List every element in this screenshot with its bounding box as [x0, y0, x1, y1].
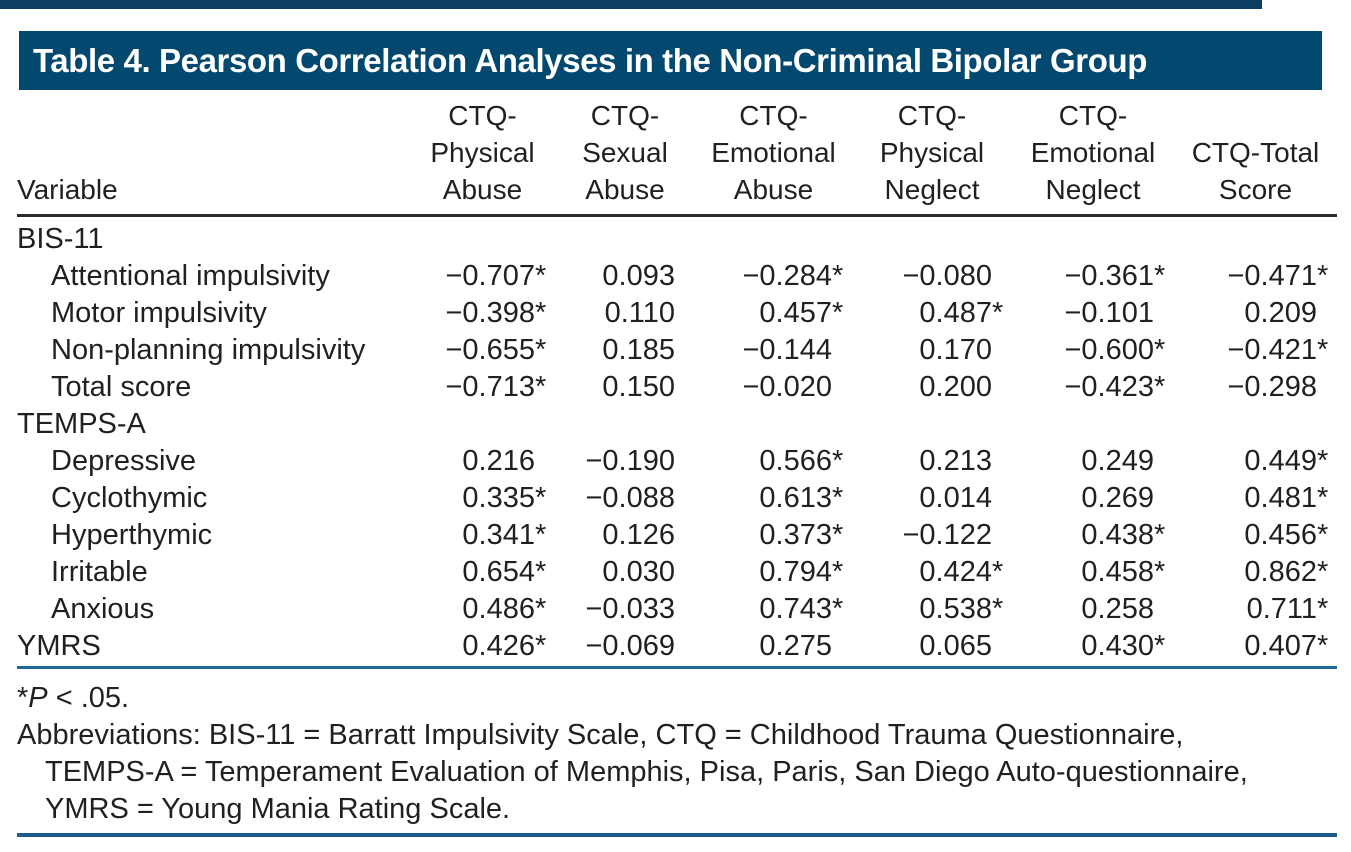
cell-value: −0.020	[742, 371, 832, 403]
cell-value: −0.655*	[445, 334, 547, 366]
table-row	[17, 554, 1337, 591]
row-label: Hyperthymic	[51, 519, 213, 551]
column-header: CTQ-Sexual Abuse	[555, 97, 695, 216]
cell-value: 0.335*	[462, 482, 547, 514]
cell-value: −0.088	[585, 482, 675, 514]
cell-value: 0.213	[919, 445, 992, 477]
table-title: Table 4. Pearson Correlation Analyses in the Non-Criminal Bipolar Group	[33, 41, 1147, 79]
cell-value: 0.269	[1081, 482, 1154, 514]
column-header: CTQ-Emotional Neglect	[1012, 97, 1174, 216]
cell-value: 0.487*	[919, 297, 1004, 329]
significance-threshold: < .05.	[47, 682, 130, 714]
cell-value: 0.613*	[759, 482, 844, 514]
row-label: Total score	[51, 371, 192, 403]
cell-value: −0.069	[585, 630, 675, 662]
cell-value	[1174, 216, 1337, 259]
cell-value: −0.707*	[445, 260, 547, 292]
cell-value: 0.486*	[462, 593, 547, 625]
table-section-row	[17, 406, 1337, 443]
table-row	[17, 332, 1337, 369]
row-label: Depressive	[51, 445, 197, 477]
row-label: TEMPS-A	[17, 408, 146, 440]
row-label: Anxious	[51, 593, 155, 625]
cell-value: −0.190	[585, 445, 675, 477]
column-header: CTQ-Physical Abuse	[410, 97, 555, 216]
table-bottom-rule	[17, 666, 1337, 669]
significance-star: *	[17, 682, 29, 714]
cell-value: 0.373*	[759, 519, 844, 551]
cell-value: 0.150	[602, 371, 675, 403]
cell-value: −0.398*	[445, 297, 547, 329]
header-row	[17, 97, 1337, 216]
cell-value	[1012, 216, 1174, 259]
cell-value: 0.862*	[1244, 556, 1329, 588]
cell-value: −0.144	[742, 334, 832, 366]
column-header-variable: Variable	[17, 97, 410, 216]
cell-value: 0.711*	[1246, 593, 1329, 625]
table-header	[17, 97, 1337, 216]
significance-note	[17, 680, 1337, 717]
cell-value	[410, 216, 555, 259]
cell-value: 0.654*	[462, 556, 547, 588]
cell-value: −0.122	[902, 519, 992, 551]
cell-value	[1174, 406, 1337, 443]
cell-value: −0.423*	[1064, 371, 1166, 403]
cell-value: 0.014	[919, 482, 992, 514]
cell-value: 0.126	[602, 519, 675, 551]
cell-value: 0.449*	[1244, 445, 1329, 477]
cell-value	[695, 406, 852, 443]
cell-value: 0.457*	[759, 297, 844, 329]
cell-value	[852, 406, 1012, 443]
table-title-bar	[19, 31, 1322, 90]
cell-value: 0.481*	[1244, 482, 1329, 514]
table-row	[17, 369, 1337, 406]
cell-value: 0.209	[1244, 297, 1317, 329]
table-row	[17, 517, 1337, 554]
cell-value: 0.249	[1081, 445, 1154, 477]
cell-value: 0.170	[919, 334, 992, 366]
significance-p-symbol: P	[28, 682, 48, 714]
cell-value: 0.030	[602, 556, 675, 588]
table-content	[17, 97, 1337, 837]
cell-value: 0.426*	[462, 630, 547, 662]
cell-value: 0.110	[604, 297, 675, 329]
row-label: Motor impulsivity	[51, 297, 267, 329]
cell-value: 0.794*	[759, 556, 844, 588]
cell-value: 0.456*	[1244, 519, 1329, 551]
cell-value: 0.538*	[919, 593, 1004, 625]
column-header: CTQ-Total Score	[1174, 97, 1337, 216]
cell-value: 0.200	[919, 371, 992, 403]
cell-value: 0.430*	[1081, 630, 1166, 662]
row-label: YMRS	[17, 630, 101, 662]
row-label: Irritable	[51, 556, 148, 588]
abbreviations-line-2: TEMPS-A = Temperament Evaluation of Memphis, Pisa, Paris, San Diego Auto-questionnaire,	[45, 756, 1248, 788]
top-divider-bar	[0, 0, 1262, 9]
cell-value: 0.743*	[759, 593, 844, 625]
table-row	[17, 591, 1337, 628]
cell-value	[555, 216, 695, 259]
cell-value: −0.080	[902, 260, 992, 292]
cell-value: −0.033	[585, 593, 675, 625]
row-label: Cyclothymic	[51, 482, 208, 514]
abbreviations-line-1: Abbreviations: BIS-11 = Barratt Impulsivity Scale, CTQ = Childhood Trauma Questionnaire,	[17, 719, 1184, 751]
cell-value: 0.065	[919, 630, 992, 662]
table-row	[17, 480, 1337, 517]
correlation-table	[17, 97, 1337, 665]
row-label: BIS-11	[17, 223, 104, 255]
cell-value: 0.275	[759, 630, 832, 662]
footnotes	[17, 680, 1337, 828]
cell-value	[695, 216, 852, 259]
table-section-row	[17, 216, 1337, 259]
cell-value: −0.471*	[1227, 260, 1329, 292]
table-row	[17, 258, 1337, 295]
cell-value: −0.600*	[1064, 334, 1166, 366]
row-label: Non-planning impulsivity	[51, 334, 366, 366]
cell-value: −0.361*	[1064, 260, 1166, 292]
column-header: CTQ-Physical Neglect	[852, 97, 1012, 216]
column-header: CTQ-Emotional Abuse	[695, 97, 852, 216]
cell-value: −0.298	[1227, 371, 1317, 403]
table-row	[17, 443, 1337, 480]
page-bottom-rule	[17, 833, 1337, 837]
cell-value: 0.185	[602, 334, 675, 366]
cell-value	[410, 406, 555, 443]
cell-value: 0.458*	[1081, 556, 1166, 588]
row-label: Attentional impulsivity	[51, 260, 330, 292]
cell-value: 0.216	[462, 445, 535, 477]
cell-value: 0.093	[602, 260, 675, 292]
cell-value	[1012, 406, 1174, 443]
cell-value: 0.566*	[759, 445, 844, 477]
cell-value	[555, 406, 695, 443]
cell-value: −0.713*	[445, 371, 547, 403]
abbreviations-line-3: YMRS = Young Mania Rating Scale.	[45, 793, 511, 825]
table-section-row	[17, 628, 1337, 665]
cell-value: 0.258	[1081, 593, 1154, 625]
cell-value	[852, 216, 1012, 259]
cell-value: 0.341*	[462, 519, 547, 551]
cell-value: −0.421*	[1227, 334, 1329, 366]
cell-value: 0.407*	[1244, 630, 1329, 662]
cell-value: −0.101	[1064, 297, 1154, 329]
cell-value: 0.438*	[1081, 519, 1166, 551]
table-body	[17, 216, 1337, 666]
table-row	[17, 295, 1337, 332]
cell-value: −0.284*	[742, 260, 844, 292]
cell-value: 0.424*	[919, 556, 1004, 588]
